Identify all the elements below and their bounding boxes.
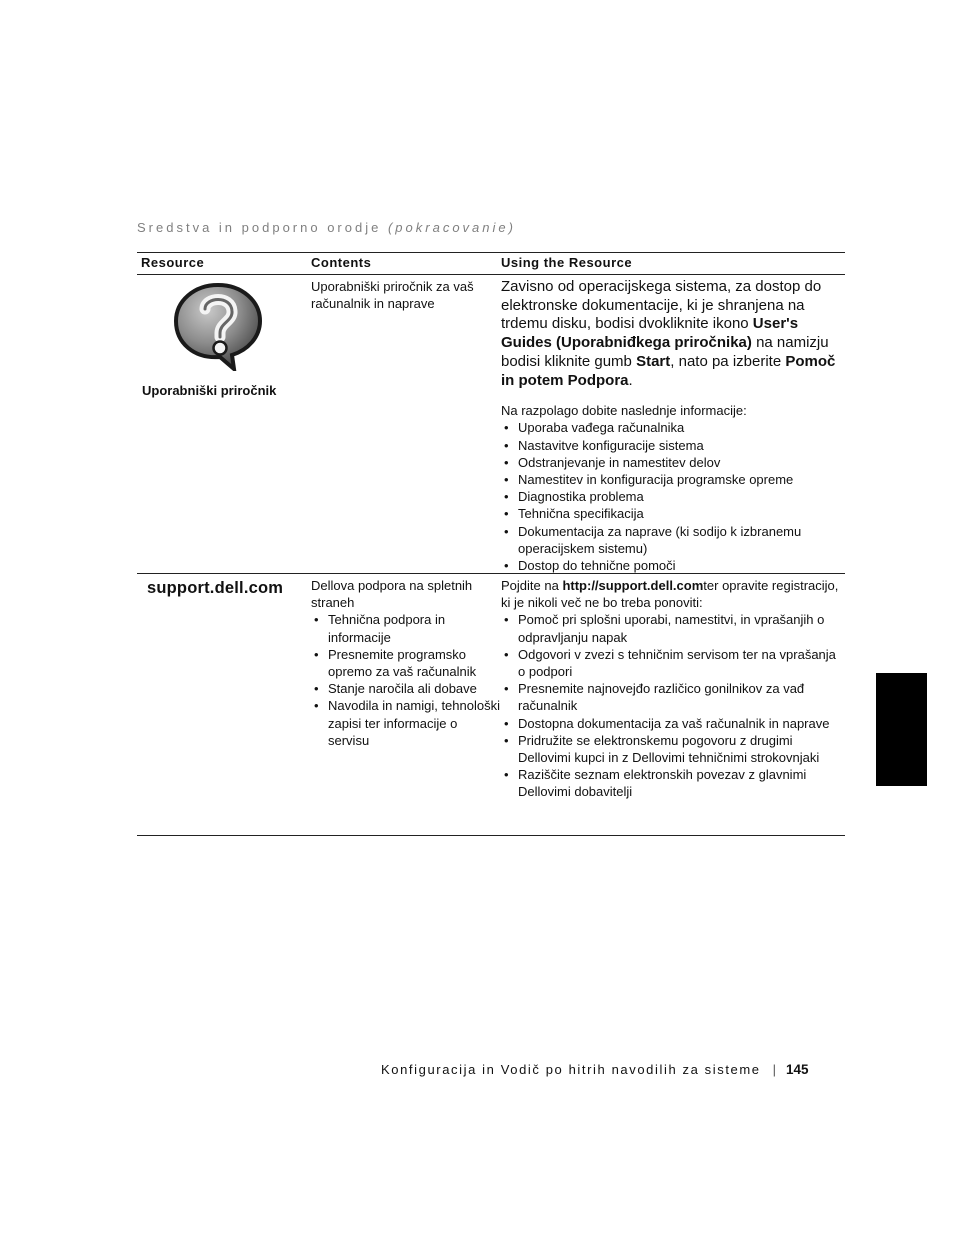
info-heading: Na razpolago dobite naslednje informacije: <box>501 403 747 419</box>
using-text-3: , nato pa izberite <box>670 352 782 370</box>
list-item: • Dostopna dokumentacija za vaš računalnik in naprave <box>501 715 845 732</box>
column-header-resource: Resource <box>141 255 205 270</box>
using-cell <box>501 275 845 573</box>
support-dell-logo: support.dell.com <box>147 579 284 597</box>
resource-label: Uporabniški priročnik <box>142 383 277 398</box>
using-text-4: . <box>628 371 633 389</box>
using-list <box>501 611 845 800</box>
using-intro <box>501 577 845 611</box>
list-item: • Pridružite se elektronskemu pogovoru z drugimi Dellovimi kupci in z Dellovimi tehničnimi strokovnjaki <box>501 732 845 766</box>
list-item: • Tehnična podpora in informacije <box>311 611 501 645</box>
list-item: • Odgovori v zvezi s tehničnim servisom ter na vprašanja o podpori <box>501 646 845 680</box>
column-header-contents: Contents <box>311 255 372 270</box>
section-title <box>137 220 516 235</box>
list-item: • Navodila in namigi, tehnološki zapisi ter informacije o servisu <box>311 697 501 749</box>
footer-separator: | <box>772 1062 777 1077</box>
contents-list <box>311 611 501 749</box>
list-item: • Pomoč pri splošni uporabi, namestitvi, in vprašanjih o odpravljanju napak <box>501 611 845 645</box>
list-item: • Tehnična specifikacija <box>501 505 845 522</box>
section-subtitle: (pokracovanie) <box>387 220 516 235</box>
using-prefix: Pojdite na <box>501 578 559 593</box>
resource-table <box>137 252 845 836</box>
page-number: 145 <box>786 1062 809 1077</box>
list-item: • Stanje naročila ali dobave <box>311 680 501 697</box>
users-guides-icon-label: User's Guides (Uporabniđkega priročnika) <box>501 315 799 352</box>
table-row <box>137 275 845 574</box>
list-item: • Nastavitve konfiguracije sistema <box>501 437 845 454</box>
using-text-2: na namizju bodisi kliknite gumb <box>501 334 829 370</box>
using-text-1: Zavisno od operacijskega sistema, za dostop do elektronske dokumentacije, ki je shranjena na trdemu disku, bodisi dvokliknite ikono <box>501 278 822 333</box>
resource-cell <box>137 574 311 835</box>
contents-intro: Dellova podpora na spletnih straneh <box>311 578 473 611</box>
start-button-label: Start <box>636 352 671 370</box>
list-item: • Raziščite seznam elektronskih povezav z glavnimi Dellovimi dobavitelji <box>501 766 845 800</box>
chapter-thumb-tab <box>876 673 927 786</box>
page-footer <box>381 1062 809 1077</box>
list-item: • Uporaba vađega računalnika <box>501 419 845 436</box>
list-item: • Presnemite najnovejđo različico gonilnikov za vađ računalnik <box>501 680 845 714</box>
resource-cell <box>137 275 311 573</box>
section-title-text: Sredstva in podporno orodje <box>137 220 382 235</box>
list-item: • Diagnostika problema <box>501 488 845 505</box>
list-item: • Namestitev in konfiguracija programske opreme <box>501 471 845 488</box>
list-item: • Odstranjevanje in namestitev delov <box>501 454 845 471</box>
info-list <box>501 419 845 574</box>
footer-text: Konfiguracija in Vodič po hitrih navodilih za sisteme <box>381 1062 761 1077</box>
list-item: • Dokumentacija za naprave (ki sodijo k izbranemu operacijskem sistemu) <box>501 523 845 557</box>
contents-cell: Uporabniški priročnik za vaš računalnik in naprave <box>311 279 474 312</box>
table-header <box>137 253 845 275</box>
using-cell <box>501 574 845 835</box>
contents-cell <box>311 574 501 835</box>
question-mark-bubble-icon <box>172 279 264 371</box>
list-item: • Dostop do tehnične pomoči <box>501 557 845 574</box>
table-row <box>137 574 845 836</box>
using-suffix: ter opravite registracijo, ki je nikoli več ne bo treba ponoviti: <box>501 578 839 611</box>
help-support-label: Pomoč in potem Podpora <box>501 352 836 389</box>
list-item: • Presnemite programsko opremo za vaš računalnik <box>311 646 501 680</box>
column-header-using: Using the Resource <box>501 255 633 270</box>
support-link[interactable]: http://support.dell.com <box>562 578 704 593</box>
using-instructions <box>501 278 845 390</box>
